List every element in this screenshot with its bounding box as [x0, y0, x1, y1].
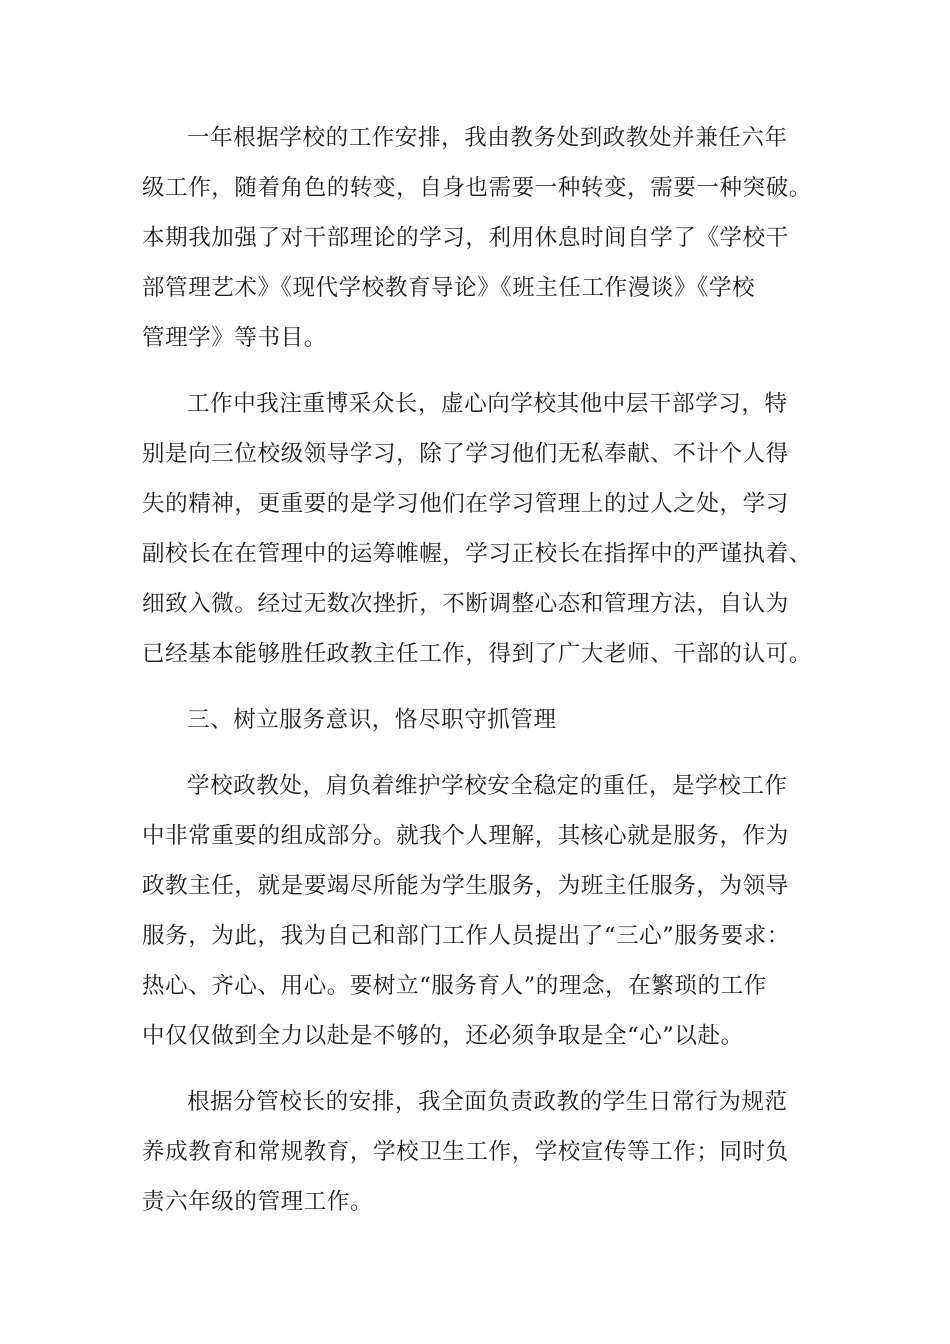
text-line: 中仅仅做到全力以赴是不够的，还必须争取是全“心”以赴。: [142, 1023, 744, 1049]
text-line: 热心、齐心、用心。要树立“服务育人”的理念，在繁琐的工作: [142, 973, 767, 999]
text-line: 部管理艺术》《现代学校教育导论》《班主任工作漫谈》《学校: [142, 275, 756, 301]
text-line: 服务，为此，我为自己和部门工作人员提出了“三心”服务要求：: [142, 923, 790, 949]
text-line: 政教主任，就是要竭尽所能为学生服务，为班主任服务，为领导: [142, 873, 789, 899]
paragraph-service: [142, 761, 808, 1061]
text-line: 副校长在在管理中的运筹帷幄，学习正校长在指挥中的严谨执着、: [142, 541, 812, 567]
document-page: [142, 113, 812, 1243]
text-line: 根据分管校长的安排，我全面负责政教的学生日常行为规范: [187, 1089, 788, 1115]
text-line: 养成教育和常规教育，学校卫生工作，学校宣传等工作；同时负: [142, 1139, 789, 1165]
text-line: 一年根据学校的工作安排，我由教务处到政教处并兼任六年: [187, 125, 788, 151]
text-line: 失的精神，更重要的是学习他们在学习管理上的过人之处，学习: [142, 491, 789, 517]
heading-text: 三、树立服务意识，恪尽职守抓管理: [187, 707, 557, 733]
text-line: 学校政教处，肩负着维护学校安全稳定的重任，是学校工作: [187, 773, 788, 799]
paragraph-responsibilities: [142, 1077, 808, 1227]
paragraph-learning-from-leaders: [142, 379, 812, 679]
text-line: 本期我加强了对干部理论的学习，利用休息时间自学了《学校干: [142, 225, 789, 251]
paragraph-study: [142, 113, 812, 363]
text-line: 细致入微。经过无数次挫折，不断调整心态和管理方法，自认为: [142, 591, 789, 617]
text-line: 已经基本能够胜任政教主任工作，得到了广大老师、干部的认可。: [142, 641, 812, 667]
text-line: 工作中我注重博采众长，虚心向学校其他中层干部学习，特: [187, 391, 788, 417]
text-line: 别是向三位校级领导学习，除了学习他们无私奉献、不计个人得: [142, 441, 789, 467]
text-line: 责六年级的管理工作。: [142, 1189, 374, 1215]
text-line: 级工作，随着角色的转变，自身也需要一种转变，需要一种突破。: [142, 175, 812, 201]
text-line: 中非常重要的组成部分。就我个人理解，其核心就是服务，作为: [142, 823, 789, 849]
text-line: 管理学》等书目。: [142, 325, 327, 351]
section-heading: [142, 695, 808, 745]
